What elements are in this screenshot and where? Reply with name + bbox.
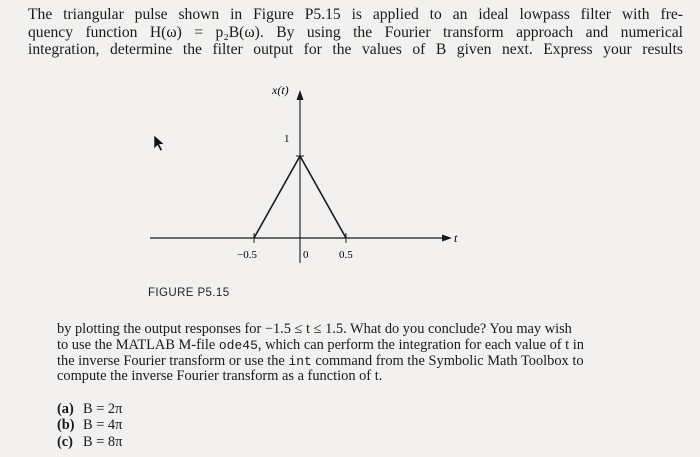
line-2-part-a: to use the MATLAB M-file	[57, 336, 219, 353]
intro-line-3: integration, determine the filter output for the values of B given next. Express your results	[28, 41, 683, 58]
part-b	[57, 417, 122, 433]
x-axis-arrowhead	[297, 90, 304, 100]
part-c	[57, 434, 122, 450]
line-2-part-b: , which can perform the integration for each value of t in	[257, 336, 584, 353]
peak-label: 1	[284, 133, 290, 145]
continuation-line-1: by plotting the output responses for −1.5 ≤ t ≤ 1.5. What do you conclude? You may wish	[57, 321, 572, 337]
continuation-line-3	[57, 354, 685, 370]
x-axis-label: t	[454, 231, 458, 245]
part-a	[57, 401, 122, 417]
problem-parts	[57, 401, 122, 450]
line-3-part-a: the inverse Fourier transform or use the	[57, 352, 289, 369]
figure-caption: FIGURE P5.15	[148, 287, 230, 299]
triangular-pulse-figure	[140, 78, 470, 278]
y-axis-label: x(t)	[272, 83, 289, 97]
tick-label-pos: 0.5	[339, 249, 353, 261]
mouse-cursor-icon	[154, 135, 164, 151]
part-b-text: B = 4π	[83, 417, 123, 434]
t-axis-arrowhead	[442, 235, 452, 242]
problem-statement	[28, 6, 683, 59]
continuation-text	[57, 322, 685, 385]
part-a-label: (a)	[57, 401, 74, 417]
intro-line-1: The triangular pulse shown in Figure P5.15 is applied to an ideal lowpass filter with fre-	[28, 6, 683, 23]
part-c-text: B = 8π	[83, 433, 123, 450]
part-a-text: B = 2π	[83, 401, 123, 417]
part-b-label: (b)	[57, 417, 75, 434]
line-3-part-b: command from the Symbolic Math Toolbox to	[311, 352, 584, 369]
continuation-line-4: compute the inverse Fourier transform as a function of t.	[57, 368, 383, 385]
tick-label-neg: −0.5	[237, 249, 257, 261]
continuation-line-2	[57, 338, 685, 354]
intro-line-2: quency function H(ω) = p₂B(ω). By using the Fourier transform approach and numerical	[28, 23, 683, 41]
code-int: int	[288, 353, 312, 369]
code-ode45: ode45	[218, 337, 258, 353]
part-c-label: (c)	[57, 433, 73, 450]
tick-label-zero: 0	[303, 249, 309, 261]
